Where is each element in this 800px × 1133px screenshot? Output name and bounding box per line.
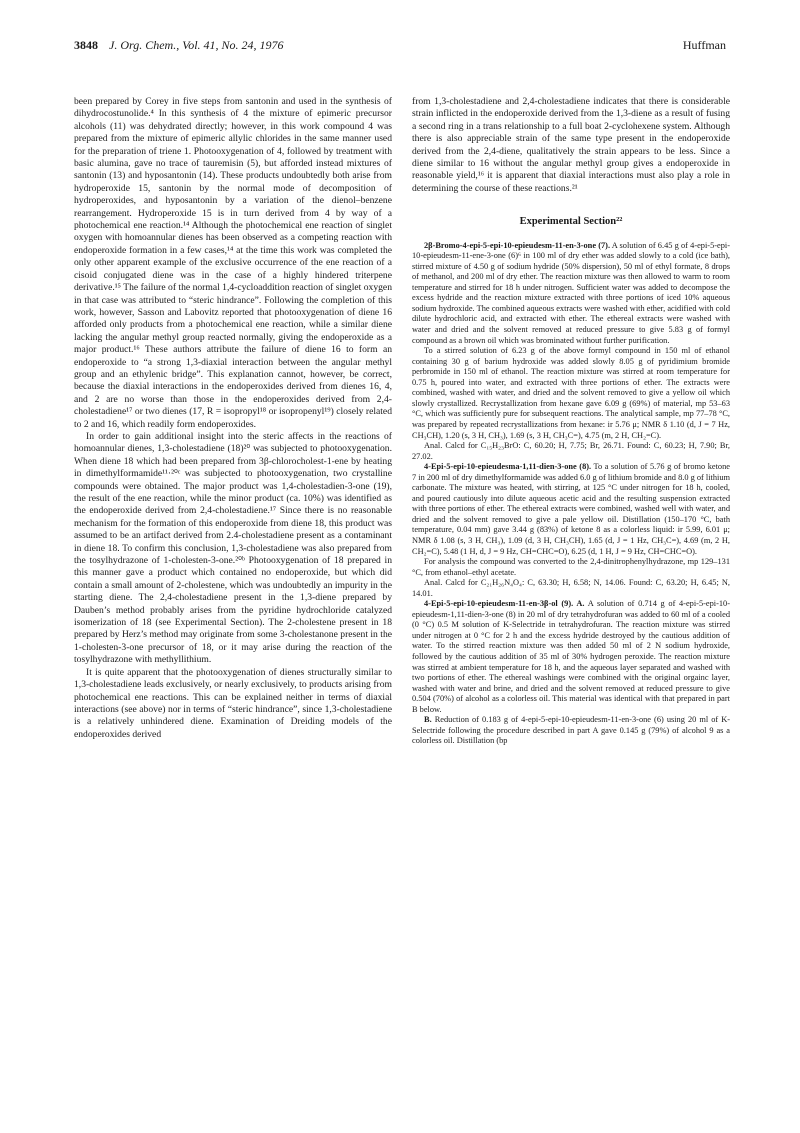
procedure-paragraph: To a stirred solution of 6.23 g of the above formyl compound in 150 ml of ethanol containing 30 g of barium hydroxide was added slowly 8.05 g of pyridimium bromide perbromide in 150 ml of ethanol. The reaction mixture was stirred at room temperature for 0.75 h, poured into water, and extracted with three portions of ether. The extracts were combined, washed with water, and dried and the solvent removed to give a yellow oil which slowly crystallized. Recrystallization from hexane gave 6.09 g (69%) of material, mp 53–63 °C, which was sufficiently pure for subsequent reactions. The analytical sample, mp 77–78 °C, was prepared by repeated recrystallizations from hexane: ir 5.76 μ; NMR δ 1.10 (d, J = 7 Hz, CH₃CH), 1.20 (s, 3 H, CH₃), 1.69 (s, 3 H, CH₃C=), 4.75 (m, 2 H, CH₂=C). — [412, 346, 730, 440]
procedure-paragraph — [412, 241, 730, 346]
paragraph: from 1,3-cholestadiene and 2,4-cholestadiene indicates that there is considerable strain inflicted in the endoperoxide derived from the 1,3-diene as a result of fusing a second ring in a trans relationship to a full boat 2-cyclohexene system. Although there is also appreciable strain of the same type present in the endoperoxide derived from the 2,4-diene, qualitatively the strain appears to be less. Since a diene similar to 16 without the angular methyl group gives a endoperoxide in reasonable yield,¹⁶ it is apparent that diaxial interactions must also play a role in determining the course of these reactions.²¹ — [412, 96, 730, 194]
experimental-section — [412, 241, 730, 747]
procedure-text: A solution of 0.714 g of 4-epi-5-epi-10-epieudesm-1,11-dien-3-one (8) in 20 ml of dry tetrahydrofuran was added to 60 ml of a cooled (0 °C) 0.5 M solution of K-Selectride in tetrahydrofuran. The reaction mixture was stirred under nitrogen at 0 °C for 2 h and the excess hydride destroyed by the cautious addition of water. To the stirred reaction mixture was then added 50 ml of 2 N sodium hydroxide, followed by the cautious addition of 35 ml of 30% hydrogen peroxide. The reaction mixture was stirred at ambient temperature for 18 h, and the aqueous layer separated and washed with two portions of ether. The ethereal washings were combined with the original orgainc layer, washed with water and brine, and dried and the solvent removed at reduced pressure to give 0.504 (70%) of alcohol as a colorless oil. This material was identical with that prepared in part B below. — [412, 599, 730, 714]
paragraph: been prepared by Corey in five steps from santonin and used in the synthesis of dihydrocostunolide.⁴ In this synthesis of 4 the mixture of epimeric precursor alcohols (11) was dehydrated directly; however, in this work compound 4 was prepared from the mixture of epimeric allylic chlorides in the same manner used for the preparation of triene 1. Photooxygenation of 4, followed by treatment with basic alumina, gave no trace of tauremisin (5), but afforded instead mixtures of santonin (13) and hyposantonin (14). These products undoubtedly both arise from hydroperoxide 15, santonin by the normal mode of decomposition of hydroperoxides, and hyposantonin by a variation of the dienol–benzene rearrangement. Hydroperoxide 15 is in turn derived from 4 by way of a photochemical ene reaction.¹⁴ Although the photochemical ene reaction of singlet oxygen with homoannular dienes has been observed as a competing reaction with endoperoxide formation in a few cases,¹⁴ at the time this work was completed the only other apparent example of the exclusive occurrence of the ene reaction of a cisoid conjugated diene was in the case of a highly hindered triterpene derivative.¹⁵ The failure of the normal 1,4-cycloaddition reaction of singlet oxygen in that case was attributed to “steric hindrance”. Following the completion of this work, however, Sasson and Labovitz reported that photooxygenation of diene 16 afforded only products from a photochemical ene reaction, while a similar diene lacking the angular methyl group reacted normally, giving the endoperoxide as a major product.¹⁶ These authors attribute the failure of diene 16 to form an endoperoxide to “a strong 1,3-diaxial interaction between the angular methyl group and an ethylenic bridge”. This explanation cannot, however, be correct, because the diaxial interactions in the endoperoxides derived from dienes 16, 4, and 2 are no worse than those in the endoperoxides derived from 2,4-cholestadiene¹⁷ or two dienes (17, R = isopropyl¹⁸ or isopropenyl¹⁹) closely related to 2 and 16, which readily form endoperoxides. — [74, 96, 392, 430]
compound-heading: 4-Epi-5-epi-10-epieudesm-11-en-3β-ol (9). A. — [424, 599, 585, 609]
right-column — [412, 96, 730, 747]
page-number: 3848 — [74, 38, 98, 52]
compound-heading: 4-Epi-5-epi-10-epieudesma-1,11-dien-3-one (8). — [424, 462, 592, 472]
journal-citation: J. Org. Chem., Vol. 41, No. 24, 1976 — [109, 38, 284, 52]
running-author: Huffman — [682, 38, 726, 52]
procedure-text: A solution of 6.45 g of 4-epi-5-epi-10-epieudesm-11-ene-3-one (6)⁶ in 100 ml of dry ether was added slowly to a cold (ice bath), stirred mixture of 4.50 g of sodium hydride (50% dispersion), 50 ml of ethyl formate, 8 drops of methanol, and 200 ml of dry ether. The reaction mixture was then allowed to warm to room temperature and stirred for 18 h under nitrogen. Sufficient water was added to decompose the excess hydride and the reaction mixture extracted with three portions of iced 10% aqueous sodium hydroxide. The combined aqueous extracts were washed with ether, acidified with cold dilute hydrochloric acid, and extracted with ether. The ethereal extracts were washed with water and dried and the solvent removed at reduced pressure to give 5.83 g of formyl compound as a brown oil which was brominated without further purification. — [412, 240, 730, 345]
left-column — [74, 96, 392, 741]
procedure-paragraph — [412, 599, 730, 715]
part-label: B. — [424, 715, 432, 725]
procedure-text: Reduction of 0.183 g of 4-epi-5-epi-10-epieudesm-11-en-3-one (6) using 20 ml of K-Selectride following the procedure described in part A gave 0.145 g (79%) of alcohol 9 as a colorless oil. Distillation (bp — [412, 715, 730, 746]
analysis-paragraph: Anal. Calcd for C₂₁H₂₆N₄O₄: C, 63.30; H, 6.58; N, 14.06. Found: C, 63.20; H, 6.45; N, 14.01. — [412, 578, 730, 598]
compound-heading: 2β-Bromo-4-epi-5-epi-10-epieudesm-11-en-3-one (7). — [424, 240, 611, 250]
paragraph: It is quite apparent that the photooxygenation of dienes structurally similar to 1,3-cholestadiene leads exclusively, or nearly exclusively, to products arising from photochemical ene reactions. This can be explained neither in terms of diaxial interactions (see above) nor in terms of “steric hindrance”, since 1,3-cholestadiene is a relatively unhindered diene. Examination of Dreiding models of the endoperoxides derived — [74, 666, 392, 740]
procedure-paragraph — [412, 462, 730, 557]
paragraph: In order to gain additional insight into the steric affects in the reactions of homoannular dienes, 1,3-cholestadiene (18)²⁰ was subjected to photooxygenation. When diene 18 which had been prepared from 3β-chlorocholest-1-ene by heating in dimethylformamide¹¹·²⁰ᶜ was subjected to photooxygenation, two crystalline compounds were obtained. The major product was 1,4-cholestadien-3-one (19), the result of the ene reaction, while the minor product (ca. 10%) was identified as the endoperoxide derived from 2,4-cholestadiene.¹⁷ Since there is no reasonable mechanism for the formation of this endoperoxide from diene 18, this product was assumed to be an artifact derived from 2.4-cholestadiene present as a contaminant in diene 18. To confirm this conclusion, 1,3-cholestadiene was also prepared from the tosylhydrazone of 1-cholesten-3-one.²⁰ᵇ Photooxygenation of 18 prepared in this manner gave a product which contained no endoperoxide, but which did contain a small amount of 2-cholestene, which was undoubtedly an impurity in the starting diene. The 2,4-cholestadiene present in the 1,3-diene prepared by Dauben’s method probably arises from the pyridine hydrochloride catalyzed isomerization of 18 (see Experimental Section). The 2-cholestene present in 18 prepared by Herz’s method may originate from some 3-cholestanone present in the 1-cholesten-3-one precursor of 18, or it may arise during the reaction of the tosylhydrazone with methyllithium. — [74, 430, 392, 666]
section-heading: Experimental Section²² — [519, 216, 623, 228]
analysis-paragraph: Anal. Calcd for C₁₅H₂₃BrO: C, 60.20; H, 7.75; Br, 26.71. Found: C, 60.23; H, 7.90; Br, 27.02. — [412, 441, 730, 461]
procedure-text: To a solution of 5.76 g of bromo ketone 7 in 200 ml of dry dimethylformamide was added 6.0 g of lithium bromide and 8.0 g of lithium carbonate. The mixture was heated, with stirring, at 125 °C under nitrogen for 18 h, cooled, and poured cautiously into dilute aqueous acetic acid and the resulting suspension extracted with three portions of ether. The ethereal extracts were combined, washed well with water, and dried and the solvent removed to give a pale yellow oil. Distillation (150–170 °C, bath temperature, 0.04 mm) gave 3.44 g (83%) of ketone 8 as a colorless liquid: ir 5.99, 6.01 μ; NMR δ 1.08 (s, 3 H, CH₃), 1.09 (d, 3 H, CH₃CH), 1.65 (d, J = 1 Hz, CH₃C=), 4.69 (m, 2 H, CH₂=C), 5.48 (1 H, d, J = 9 Hz, CH=CHC=O), 6.25 (d, 1 H, J = 9 Hz, CH=CHC=O). — [412, 462, 730, 556]
procedure-paragraph: For analysis the compound was converted to the 2,4-dinitrophenylhydrazone, mp 129–131 °C, from ethanol–ethyl acetate. — [412, 557, 730, 577]
procedure-paragraph — [412, 715, 730, 747]
page-header — [74, 38, 726, 58]
